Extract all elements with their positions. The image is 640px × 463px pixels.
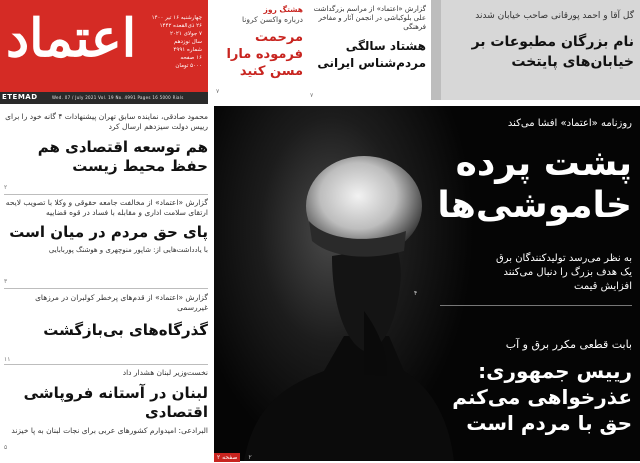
meta-line: ۱۶ صفحه bbox=[180, 55, 202, 61]
page-number: ۴ bbox=[414, 290, 418, 297]
meta-line: ۲۶ ذی‌القعده ۱۴۴۲ bbox=[159, 23, 202, 29]
latin-name: ETEMAD bbox=[2, 93, 38, 101]
teaser-covid[interactable] bbox=[213, 5, 303, 93]
quote-line1: رییس جمهوری: bbox=[478, 359, 632, 383]
main-body-line: افزایش قیمت bbox=[574, 281, 632, 292]
footer-tag-label: صفحه ۲ bbox=[214, 453, 240, 462]
story-headline: لبنان در آستانه فروپاشی اقتصادی bbox=[23, 384, 208, 421]
meta-line: شماره ۴۹۹۱ bbox=[173, 47, 202, 53]
left-column bbox=[0, 106, 212, 461]
teaser-hashtad[interactable] bbox=[308, 5, 426, 105]
dateline: Wed. 07 / July 2021 Vol. 19 No. 4991 Pages 16 5000 Rials bbox=[52, 95, 184, 100]
page-number: ۵ bbox=[4, 444, 8, 451]
page-number: ۳ bbox=[4, 278, 8, 285]
story-lead: گزارش «اعتماد» از قدم‌های پرخطر کولبران در مرزهای غیررسمی bbox=[35, 293, 208, 312]
story-note: البرادعی: امیدوارم کشورهای عربی برای نجات لبنان به پا خیزند bbox=[11, 426, 208, 435]
meta-line: چهارشنبه ۱۶ تیر ۱۴۰۰ bbox=[151, 15, 202, 21]
quote-line3: حق با مردم است bbox=[466, 411, 632, 435]
page-number: ۲ bbox=[248, 454, 252, 461]
page-number: ۲ bbox=[4, 184, 8, 191]
story-headline: هم توسعه اقتصادی هم حفظ محیط زیست bbox=[37, 138, 208, 175]
story-note: با یادداشت‌هایی از: شاپور منوچهری و هوشنگ پوربابایی bbox=[48, 246, 208, 254]
main-body-line: به نظر می‌رسد تولیدکنندگان برق bbox=[495, 253, 632, 264]
divider bbox=[440, 305, 632, 306]
story-lead: گزارش «اعتماد» از مخالفت جامعه حقوقی و وکلا با تصویب لایحه ارتقای سلامت اداری و مقابله با فساد در قوه قضاییه bbox=[5, 198, 208, 217]
page-number: ۷ bbox=[216, 88, 220, 95]
main-body bbox=[420, 252, 632, 294]
teaser-headline: مرحمت فرموده مارا مسن کنید bbox=[226, 30, 303, 79]
teaser-headline: نام بزرگان مطبوعات بر خیابان‌های پایتخت bbox=[471, 34, 634, 70]
divider bbox=[4, 364, 208, 365]
story-lebanon[interactable] bbox=[4, 368, 208, 436]
main-body-line: یک هدف بزرگ را دنبال می‌کنند bbox=[503, 267, 632, 278]
divider bbox=[4, 194, 208, 195]
story-lead: محمود صادقی، نماینده سابق تهران پیشنهادات ۴ گانه خود را برای رییس دولت سیزدهم ارسال کرد bbox=[5, 112, 208, 131]
quote-kicker: بابت قطعی مکرر برق و آب bbox=[505, 338, 632, 351]
story-lawyers[interactable] bbox=[4, 198, 208, 255]
main-headline-line2: خاموشی‌ها bbox=[437, 185, 632, 226]
teaser-kicker: گزارش «اعتماد» از مراسم بزرگداشت علی بلوکباشی در انجمن آثار و مفاخر فرهنگی bbox=[313, 5, 426, 31]
teaser-headline: هشتاد سالگی مردم‌شناس ایرانی bbox=[317, 39, 426, 70]
banner-photo-edge bbox=[431, 0, 441, 100]
teaser-kicker-sub: درباره واکسن کرونا bbox=[241, 15, 303, 24]
issue-meta bbox=[136, 14, 202, 70]
story-sadeghi[interactable] bbox=[4, 112, 208, 176]
main-headline-line1: پشت پرده bbox=[455, 143, 632, 184]
page-number: ۷ bbox=[310, 92, 314, 99]
teaser-kicker: گل آقا و احمد پورقانی صاحب خیابان شدند bbox=[475, 11, 634, 21]
teaser-kicker: هشتگ روز bbox=[263, 5, 303, 14]
meta-line: ۵۰۰۰ تومان bbox=[175, 63, 202, 69]
story-kolbaran[interactable] bbox=[4, 293, 208, 340]
main-kicker: روزنامه «اعتماد» افشا می‌کند bbox=[507, 118, 632, 129]
divider bbox=[4, 288, 208, 289]
story-headline: پای حق مردم در میان است bbox=[9, 223, 208, 241]
footer-tag bbox=[214, 444, 274, 461]
quote-line2: عذرخواهی می‌کنم bbox=[452, 385, 632, 409]
meta-line: سال نوزدهم bbox=[173, 39, 202, 45]
newspaper-logo: اعتماد bbox=[6, 8, 137, 69]
meta-line: ۷ جولای ۲۰۲۱ bbox=[170, 31, 202, 37]
story-headline: گذرگاه‌های بی‌بازگشت bbox=[43, 321, 208, 339]
banner-text bbox=[446, 10, 634, 72]
story-lead: نخست‌وزیر لبنان هشدار داد bbox=[122, 368, 208, 377]
page-number: ۱۱ bbox=[4, 356, 11, 363]
